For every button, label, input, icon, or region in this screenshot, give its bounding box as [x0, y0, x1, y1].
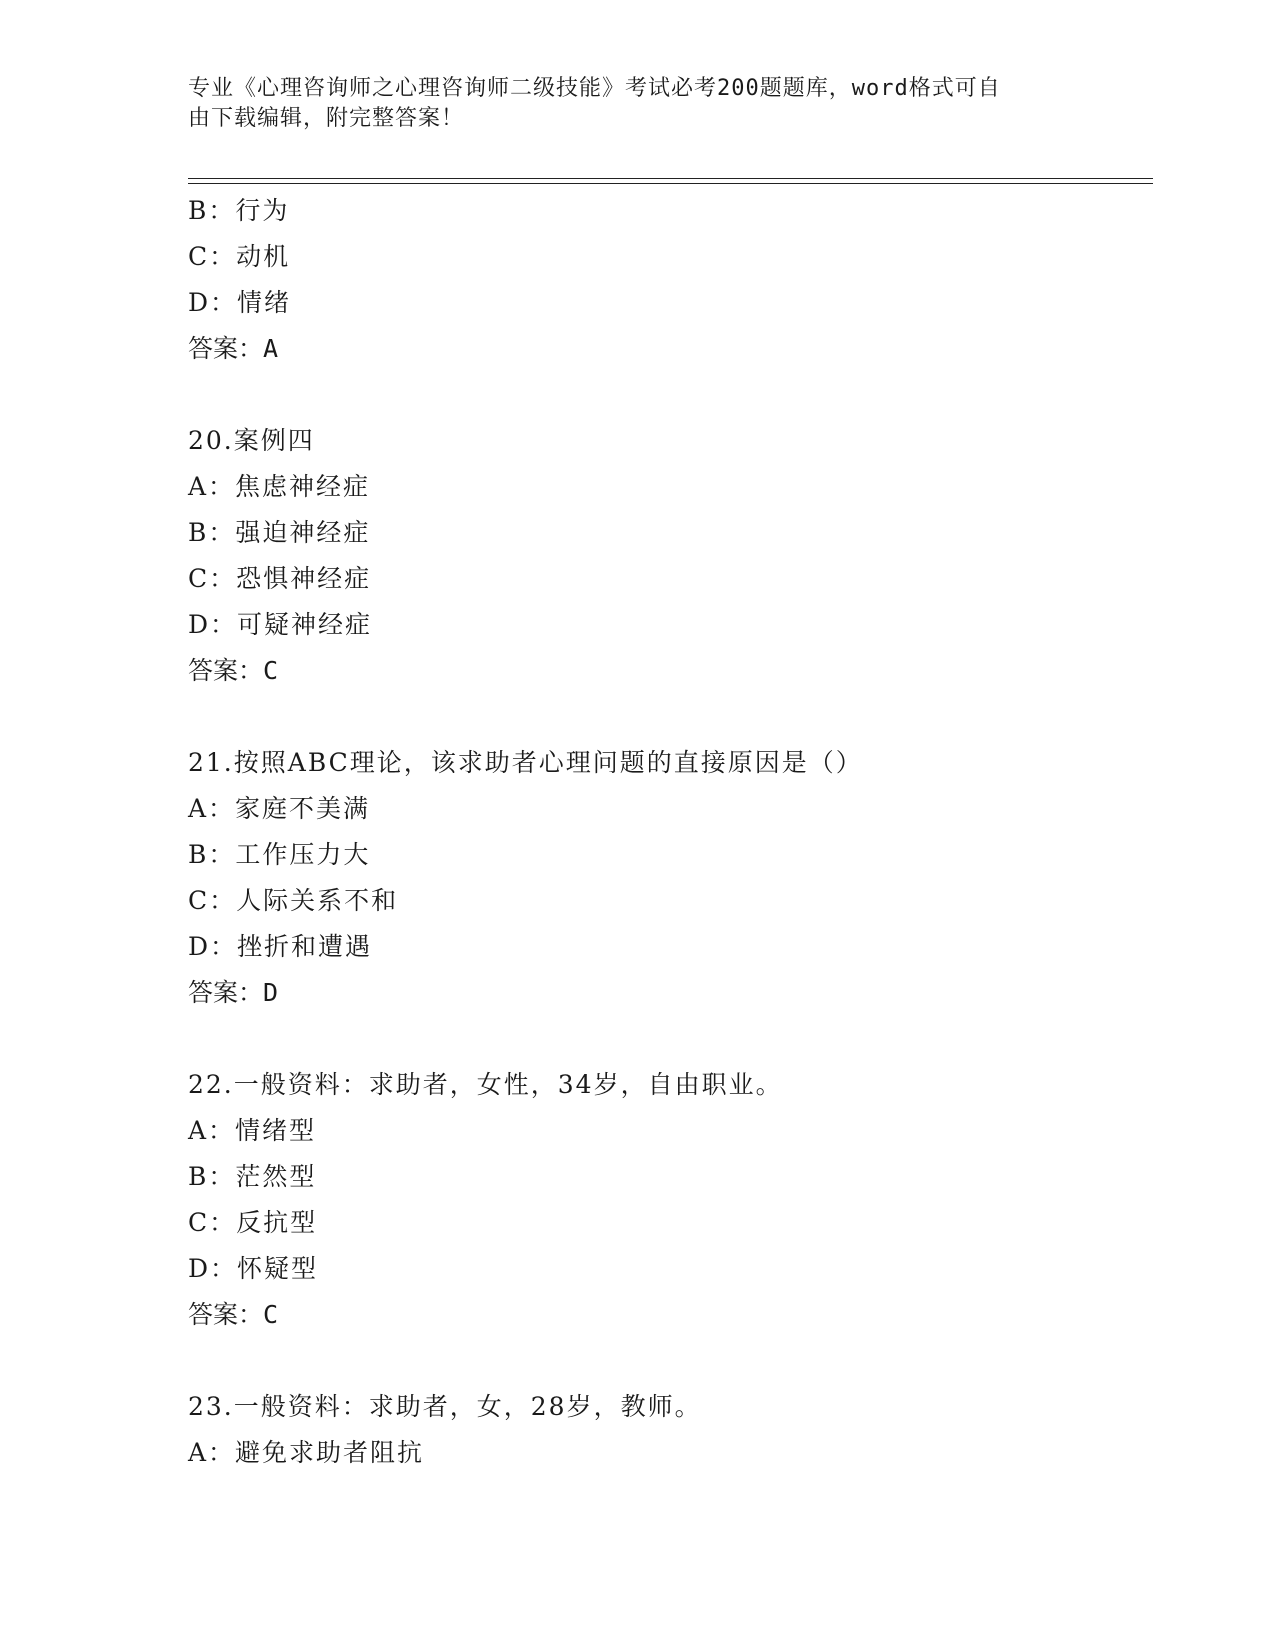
question-block	[188, 1062, 1153, 1338]
answer-line: 答案：C	[188, 656, 279, 685]
option-a: A：焦虑神经症	[188, 472, 371, 501]
question-list	[188, 188, 1153, 1476]
option-d: D：挫折和遭遇	[188, 932, 373, 961]
header-divider-top	[188, 178, 1153, 179]
answer-line: 答案：A	[188, 334, 279, 363]
intro-line-2: 由下载编辑，附完整答案！	[188, 106, 465, 131]
question-block	[188, 418, 1153, 694]
spacer	[188, 1016, 1153, 1062]
option-c: C：人际关系不和	[188, 886, 399, 915]
question-block	[188, 188, 1153, 372]
option-d: D：可疑神经症	[188, 610, 373, 639]
option-c: C：动机	[188, 242, 291, 271]
option-a: A：避免求助者阻抗	[188, 1438, 425, 1467]
question-block	[188, 740, 1153, 1016]
question-block	[188, 1384, 1153, 1476]
spacer	[188, 694, 1153, 740]
question-title: 23.一般资料：求助者，女，28岁，教师。	[188, 1392, 702, 1421]
option-d: D：怀疑型	[188, 1254, 319, 1283]
question-title: 21.按照ABC理论，该求助者心理问题的直接原因是（）	[188, 748, 863, 777]
option-b: B：强迫神经症	[188, 518, 371, 547]
header-divider-bottom	[188, 183, 1153, 184]
option-a: A：情绪型	[188, 1116, 317, 1145]
option-c: C：反抗型	[188, 1208, 318, 1237]
document-header	[188, 74, 1068, 134]
answer-line: 答案：D	[188, 978, 279, 1007]
option-b: B：茫然型	[188, 1162, 317, 1191]
spacer	[188, 1338, 1153, 1384]
option-d: D：情绪	[188, 288, 292, 317]
question-title: 20.案例四	[188, 426, 315, 455]
intro-line-1: 专业《心理咨询师之心理咨询师二级技能》考试必考200题题库，word格式可自	[188, 76, 1001, 101]
question-title: 22.一般资料：求助者，女性，34岁，自由职业。	[188, 1070, 783, 1099]
option-a: A：家庭不美满	[188, 794, 371, 823]
answer-line: 答案：C	[188, 1300, 279, 1329]
spacer	[188, 372, 1153, 418]
option-b: B：行为	[188, 196, 290, 225]
option-c: C：恐惧神经症	[188, 564, 372, 593]
option-b: B：工作压力大	[188, 840, 371, 869]
